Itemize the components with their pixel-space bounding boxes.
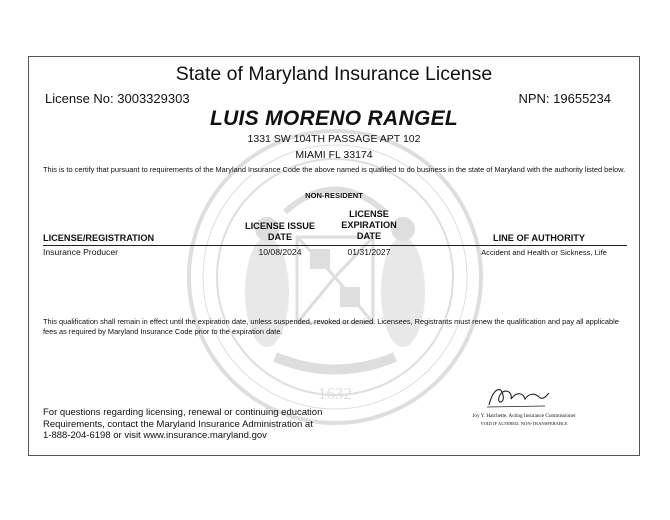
contact-line-3: 1-888-204-6198 or visit www.insurance.maryland.gov xyxy=(43,430,267,441)
row-line-of-authority: Accident and Health or Sickness, Life xyxy=(481,248,607,257)
header-divider xyxy=(43,245,627,246)
address-line-1: 1331 SW 104TH PASSAGE APT 102 xyxy=(247,133,421,145)
void-note: VOID IF ALTERED, NON-TRANSFERABLE xyxy=(480,421,568,426)
header-line-of-authority: LINE OF AUTHORITY xyxy=(492,233,586,243)
row-issue-date: 10/08/2024 xyxy=(258,247,302,257)
license-title: State of Maryland Insurance License xyxy=(175,63,493,85)
contact-info xyxy=(43,407,373,442)
npn-number: NPN: 19655234 xyxy=(518,91,611,106)
licensee-name: LUIS MORENO RANGEL xyxy=(209,107,459,130)
license-certificate xyxy=(28,56,640,456)
row-expiration-date: 01/31/2027 xyxy=(347,247,391,257)
commissioner-signature xyxy=(483,381,553,411)
contact-line-1: For questions regarding licensing, renewal or continuing education xyxy=(43,407,323,418)
address-line-2: MIAMI FL 33174 xyxy=(295,149,373,161)
qualification-text: This qualification shall remain in effect until the expiration date, unless suspended, revoked or denied. Licensees, Registrants must renew the qualification and pay all applicable fees as required by Maryland Insurance Code prior to the expiration date. xyxy=(43,317,619,336)
header-expiration-date: LICENSE EXPIRATION DATE xyxy=(341,209,397,241)
row-license-type: Insurance Producer xyxy=(43,247,118,257)
signer-name: Joy Y. Hatchette, Acting Insurance Commissioner xyxy=(472,413,576,419)
residency-status: NON-RESIDENT xyxy=(305,191,363,200)
contact-line-2: Requirements, contact the Maryland Insurance Administration at xyxy=(43,418,313,430)
certification-text: This is to certify that pursuant to requirements of the Maryland Insurance Code the above named is qualified to do business in the state of Maryland with the authority listed below. xyxy=(43,165,626,174)
seal-year: 1632 xyxy=(318,384,352,403)
license-number: License No: 3003329303 xyxy=(45,91,190,106)
header-license-registration: LICENSE/REGISTRATION xyxy=(43,233,155,243)
header-issue-date: LICENSE ISSUE DATE xyxy=(245,221,315,242)
